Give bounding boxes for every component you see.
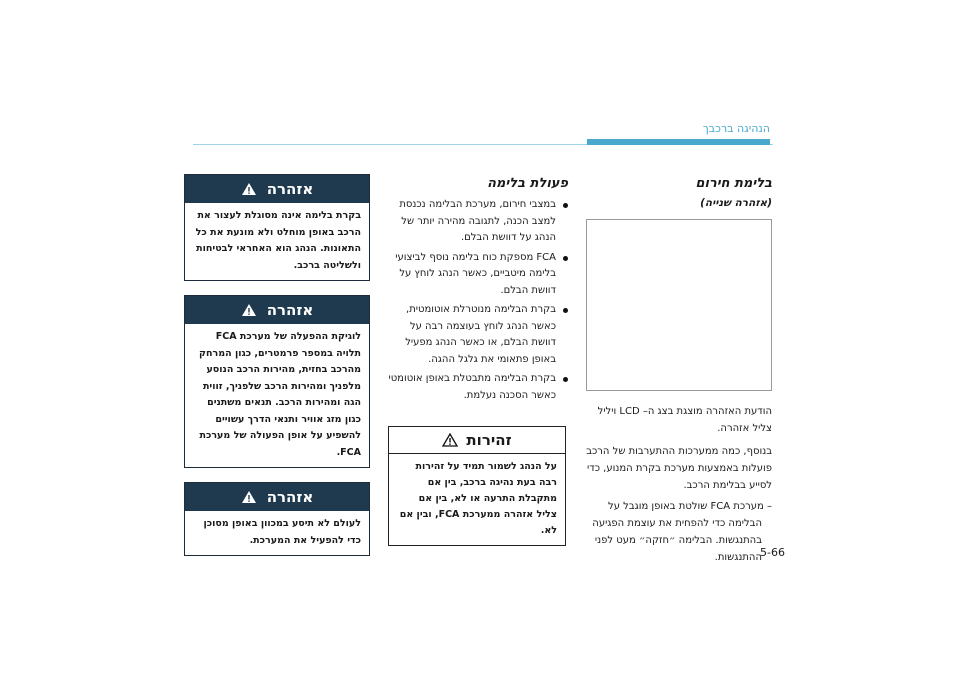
caution-box bbox=[388, 426, 566, 546]
warning-box bbox=[184, 482, 370, 556]
dash-item-1: – מערכת FCA שולטת באופן מוגבל על הבלימה כדי להפחית את עוצמת הפגיעה בהתנגשות. הבלימה ״חזקה״ מעט לפני ההתנגשות. bbox=[592, 501, 772, 563]
warning-header bbox=[185, 483, 369, 511]
warning-box bbox=[184, 295, 370, 468]
page-number: 5-66 bbox=[760, 546, 785, 559]
section-subtitle: (אזהרה שנייה) bbox=[700, 197, 772, 209]
warning-header bbox=[185, 296, 369, 324]
section-title-braking-operation: פעולת בלימה bbox=[487, 176, 568, 191]
bullet-dot-icon bbox=[563, 377, 568, 382]
warning-text: בקרת בלימה אינה מסוגלת לעצור את הרכב באופן מוחלט ולא מונעת את כל התאונות. הנהג הוא האחראי לבטיחות ולשליטה ברכב. bbox=[195, 210, 361, 271]
middle-column bbox=[388, 176, 568, 546]
warning-header bbox=[185, 175, 369, 203]
header-accent-bar bbox=[587, 139, 770, 145]
caution-header bbox=[389, 427, 565, 454]
warning-text: לוגיקת ההפעלה של מערכת FCA תלויה במספר פרמטרים, כגון המרחק מהרכב בחזית, מהירות הרכב הנוסע מלפניך ומהירות הרכב שלפניך, זווית הגה ומהירות הרכב. תנאים משתנים כגון מזג אוויר ותנאי הדרך עשויים להשפיע על אופן הפעולה של מערכת FCA. bbox=[199, 331, 361, 458]
warning-title: אזהרה bbox=[266, 180, 314, 198]
bullet-item: בקרת הבלימה מתבטלת באופן אוטומטי כאשר הסכנה נעלמת. bbox=[388, 371, 568, 404]
warning-text: לעולם לא תיסע במכוון באופן מסוכן כדי להפעיל את המערכת. bbox=[203, 518, 361, 546]
bullet-item: בקרת הבלימה מנוטרלת אוטומטית, כאשר הנהג לוחץ בעוצמה רבה על דוושת הבלם, או כאשר הנהג מפעיל באופן פתאומי את גלגל ההגה. bbox=[388, 302, 568, 368]
warning-title: אזהרה bbox=[266, 301, 314, 319]
header-title: הנהיגה ברכבך bbox=[702, 122, 770, 135]
warning-triangle-icon bbox=[241, 490, 257, 504]
warning-triangle-icon bbox=[241, 303, 257, 317]
caution-triangle-icon bbox=[442, 433, 458, 447]
right-column bbox=[586, 176, 772, 566]
caution-title: זהירות bbox=[466, 431, 512, 449]
bullet-dot-icon bbox=[563, 308, 568, 313]
warning-triangle-icon bbox=[241, 182, 257, 196]
bullet-item: במצבי חירום, מערכת הבלימה נכנסת למצב הכנה, לתגובה מהירה יותר של הנהג על דוושת הבלם. bbox=[388, 197, 568, 247]
caution-text: על הנהג לשמור תמיד על זהירות רבה בעת נהיגה ברכב, בין אם מתקבלת התרעה או לא, בין אם צליל אזהרה ממערכת FCA, ובין אם לא. bbox=[399, 461, 557, 536]
paragraph-1: הודעת האזהרה מוצגת בצג ה– LCD ויליל צליל אזהרה. bbox=[597, 406, 772, 434]
bullet-dot-icon bbox=[563, 256, 568, 261]
warning-title: אזהרה bbox=[266, 488, 314, 506]
section-title-emergency-braking: בלימת חירום bbox=[695, 176, 772, 191]
cluster-display-image bbox=[586, 219, 772, 391]
left-column bbox=[184, 174, 370, 570]
paragraph-2: בנוסף, כמה ממערכות ההתערבות של הרכב פועלות באמצעות מערכת בקרת המנוע, כדי לסייע בבלימת הרכב. bbox=[586, 446, 772, 491]
bullet-item: FCA מספקת כוח בלימה נוסף לביצועי בלימה מיטביים, כאשר הנהג לוחץ על דוושת הבלם. bbox=[388, 250, 568, 300]
bullet-dot-icon bbox=[563, 203, 568, 208]
warning-box bbox=[184, 174, 370, 281]
